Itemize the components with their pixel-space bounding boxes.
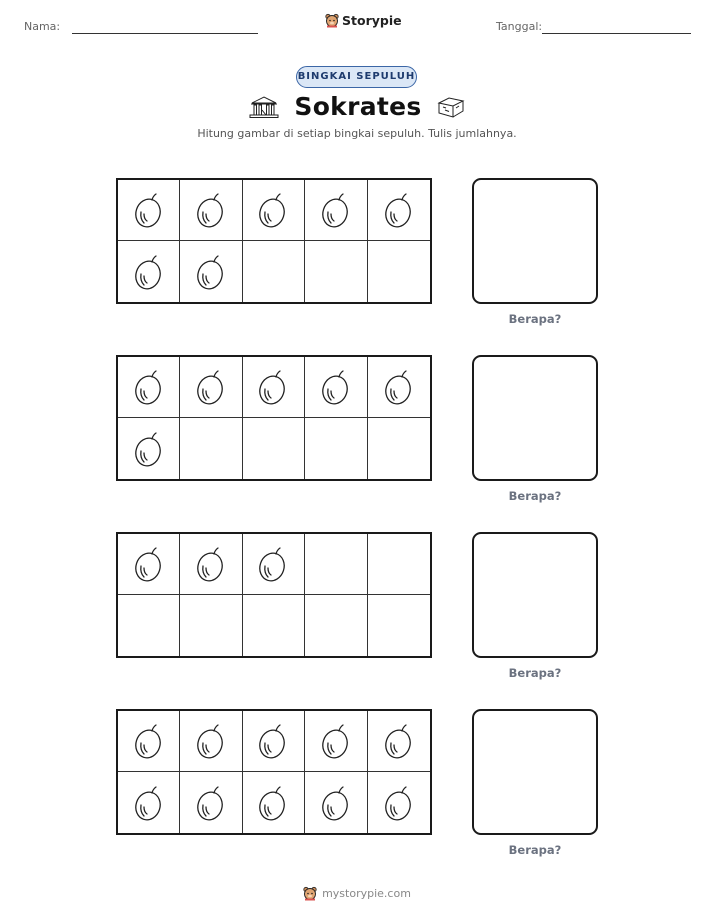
plum-icon [256, 783, 290, 823]
storypie-bear-icon [325, 13, 339, 28]
ten-frame [116, 355, 432, 481]
plum-icon [256, 721, 290, 761]
ten-frame-cell [243, 772, 305, 833]
ten-frame [116, 709, 432, 835]
plum-icon [194, 544, 228, 584]
plum-icon [256, 544, 290, 584]
stone-block-icon [436, 94, 466, 120]
ten-frame-cell [305, 357, 367, 418]
plum-icon [194, 252, 228, 292]
ten-frame-cell [118, 357, 180, 418]
plum-icon [132, 783, 166, 823]
ten-frame-cell [368, 418, 430, 479]
ten-frame-cell [305, 772, 367, 833]
name-label: Nama: [24, 20, 61, 33]
ten-frame-cell [118, 711, 180, 772]
ten-frame [116, 532, 432, 658]
ten-frame-cell [180, 595, 242, 656]
ten-frame-cell [118, 180, 180, 241]
ten-frame-cell [180, 711, 242, 772]
plum-icon [382, 190, 416, 230]
plum-icon [132, 721, 166, 761]
plum-icon [132, 544, 166, 584]
ten-frame-cell [180, 772, 242, 833]
name-line[interactable] [72, 33, 258, 34]
ten-frame-cell [243, 357, 305, 418]
page-title: Sokrates [294, 92, 422, 121]
ten-frame-cell [243, 418, 305, 479]
plum-icon [194, 721, 228, 761]
ten-frame-cell [118, 534, 180, 595]
plum-icon [132, 367, 166, 407]
ten-frame-cell [118, 772, 180, 833]
plum-icon [382, 783, 416, 823]
ten-frame-cell [243, 595, 305, 656]
ten-frame-cell [368, 241, 430, 302]
plum-icon [194, 367, 228, 407]
ten-frame-cell [118, 241, 180, 302]
plum-icon [319, 783, 353, 823]
answer-box[interactable] [472, 709, 598, 835]
ten-frame-cell [180, 180, 242, 241]
ten-frame-cell [305, 534, 367, 595]
plum-icon [194, 190, 228, 230]
question-label: Berapa? [508, 843, 562, 857]
temple-ruins-icon [248, 94, 280, 120]
ten-frame-cell [368, 180, 430, 241]
ten-frame-cell [118, 595, 180, 656]
ten-frame-cell [243, 534, 305, 595]
answer-box[interactable] [472, 532, 598, 658]
plum-icon [256, 367, 290, 407]
ten-frame-cell [368, 595, 430, 656]
ten-frame-cell [305, 595, 367, 656]
plum-icon [132, 429, 166, 469]
ten-frame-cell [305, 711, 367, 772]
date-line[interactable] [542, 33, 691, 34]
ten-frame-cell [305, 418, 367, 479]
plum-icon [319, 721, 353, 761]
plum-icon [194, 783, 228, 823]
ten-frame-cell [368, 534, 430, 595]
ten-frame-cell [180, 357, 242, 418]
plum-icon [132, 190, 166, 230]
storypie-bear-icon [303, 886, 317, 901]
ten-frame [116, 178, 432, 304]
ten-frame-cell [243, 711, 305, 772]
ten-frame-cell [305, 241, 367, 302]
footer-url: mystorypie.com [322, 887, 411, 900]
brand-logo [325, 13, 402, 28]
answer-box[interactable] [472, 355, 598, 481]
plum-icon [382, 367, 416, 407]
footer [0, 886, 714, 901]
brand-name: Storypie [342, 13, 402, 28]
question-label: Berapa? [508, 312, 562, 326]
plum-icon [256, 190, 290, 230]
ten-frame-cell [180, 418, 242, 479]
ten-frame-cell [118, 418, 180, 479]
ten-frame-cell [368, 357, 430, 418]
plum-icon [319, 367, 353, 407]
question-label: Berapa? [508, 666, 562, 680]
instructions: Hitung gambar di setiap bingkai sepuluh. Tulis jumlahnya. [197, 127, 517, 140]
worksheet-type-badge: BINGKAI SEPULUH [296, 66, 417, 88]
header [0, 0, 714, 50]
plum-icon [319, 190, 353, 230]
plum-icon [382, 721, 416, 761]
ten-frame-cell [180, 241, 242, 302]
ten-frame-cell [243, 241, 305, 302]
answer-box[interactable] [472, 178, 598, 304]
plum-icon [132, 252, 166, 292]
title-row [0, 92, 714, 121]
question-label: Berapa? [508, 489, 562, 503]
ten-frame-cell [180, 534, 242, 595]
ten-frame-cell [243, 180, 305, 241]
ten-frame-cell [368, 711, 430, 772]
date-label: Tanggal: [496, 20, 543, 33]
ten-frame-cell [305, 180, 367, 241]
ten-frame-cell [368, 772, 430, 833]
